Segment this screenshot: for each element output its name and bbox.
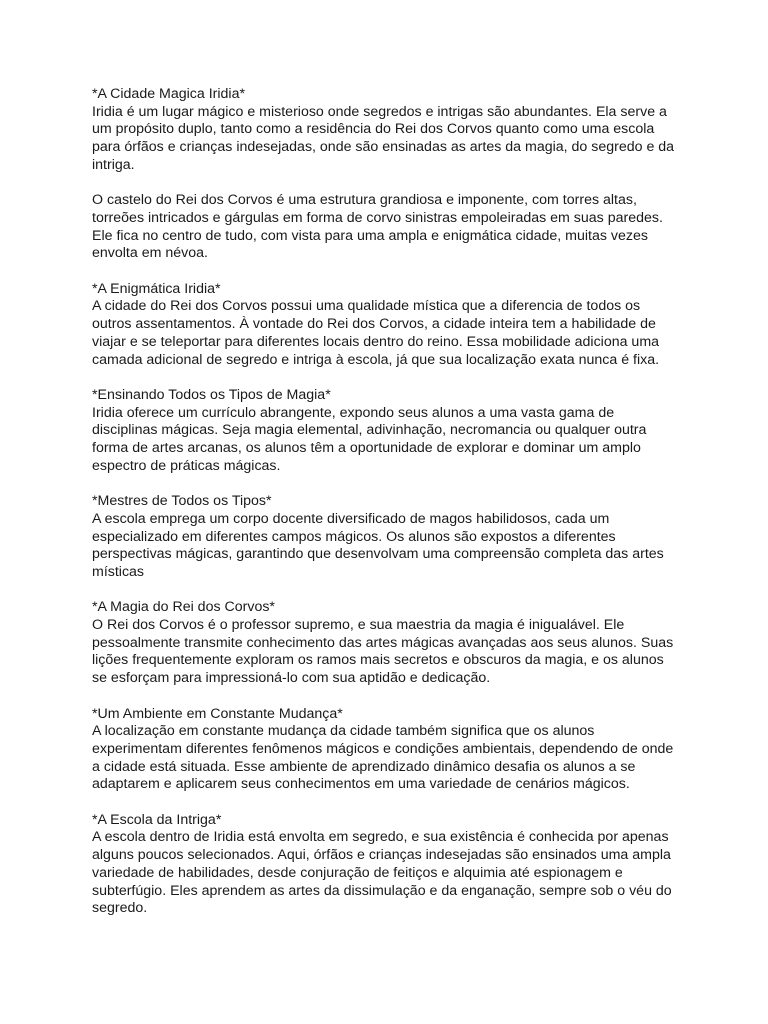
section-text: A cidade do Rei dos Corvos possui uma qualidade mística que a diferencia de todos os outros assentamentos. À vontade do Rei dos Corvos, a cidade inteira tem a habilidade de viajar e se teleportar para diferentes locais dentro do reino. Essa mobilidade adiciona uma camada adicional de segredo e intriga à escola, já que sua localização exata nunca é fixa. (92, 298, 660, 368)
section-mestres (92, 493, 682, 582)
section-heading: *A Escola da Intriga* (92, 811, 222, 828)
section-text: O Rei dos Corvos é o professor supremo, e sua maestria da magia é inigualável. Ele pessoalmente transmite conhecimento das artes mágicas avançadas aos seus alunos. Suas lições frequentemente exploram os ramos mais secretos e obscuros da magia, e os alunos se esforçam para impressioná-lo com sua aptidão e dedicação. (92, 617, 674, 687)
section-enigmatica (92, 281, 682, 370)
section-cidade-magica (92, 86, 682, 175)
section-text: Iridia oferece um currículo abrangente, expondo seus alunos a uma vasta gama de disciplinas mágicas. Seja magia elemental, adivinhação, necromancia ou qualquer outra forma de artes arcanas, os alunos têm a oportunidade de explorar e dominar um amplo espectro de práticas mágicas. (92, 404, 647, 474)
section-text: A escola dentro de Iridia está envolta em segredo, e sua existência é conhecida por apenas alguns poucos selecionados. Aqui, órfãos e crianças indesejadas são ensinados uma ampla variedade de habilidades, desde conjuração de feitiços e alquimia até espionagem e subterfúgio. Eles aprendem as artes da dissimulação e da enganação, sempre sob o véu do segredo. (92, 829, 672, 917)
section-heading: *Um Ambiente em Constante Mudança* (92, 705, 343, 722)
section-heading: *A Cidade Magica Iridia* (92, 86, 245, 102)
section-heading: *Mestres de Todos os Tipos* (92, 493, 272, 510)
document-body (92, 86, 682, 936)
section-ensinando (92, 387, 682, 476)
section-text: A localização em constante mudança da cidade também significa que os alunos experimentam diferentes fenômenos mágicos e condições ambientais, dependendo de onde a cidade está situada. Esse ambiente de aprendizado dinâmico desafia os alunos a se adaptarem e aplicarem seus conhecimentos em uma variedade de cenários mágicos. (92, 723, 674, 793)
section-text: Iridia é um lugar mágico e misterioso onde segredos e intrigas são abundantes. Ela serve a um propósito duplo, tanto como a residência do Rei dos Corvos quanto como uma escola para órfãos e crianças indesejadas, onde são ensinadas as artes da magia, do segredo e da intriga. (92, 103, 675, 173)
section-escola-intriga (92, 812, 682, 918)
section-magia-rei (92, 599, 682, 688)
section-text: A escola emprega um corpo docente diversificado de magos habilidosos, cada um especializado em diferentes campos mágicos. Os alunos são expostos a diferentes perspectivas mágicas, garantindo que desenvolvam uma compreensão completa das artes místicas (92, 510, 664, 580)
section-castelo (92, 192, 682, 263)
section-heading: *Ensinando Todos os Tipos de Magia* (92, 386, 331, 403)
section-text: O castelo do Rei dos Corvos é uma estrutura grandiosa e imponente, com torres altas, torreões intricados e gárgulas em forma de corvo sinistras empoleiradas em suas paredes. Ele fica no centro de tudo, com vista para uma ampla e enigmática cidade, muitas vezes envolta em névoa. (92, 192, 663, 262)
section-heading: *A Enigmática Iridia* (92, 280, 221, 297)
section-heading: *A Magia do Rei dos Corvos* (92, 599, 275, 616)
section-ambiente (92, 706, 682, 795)
